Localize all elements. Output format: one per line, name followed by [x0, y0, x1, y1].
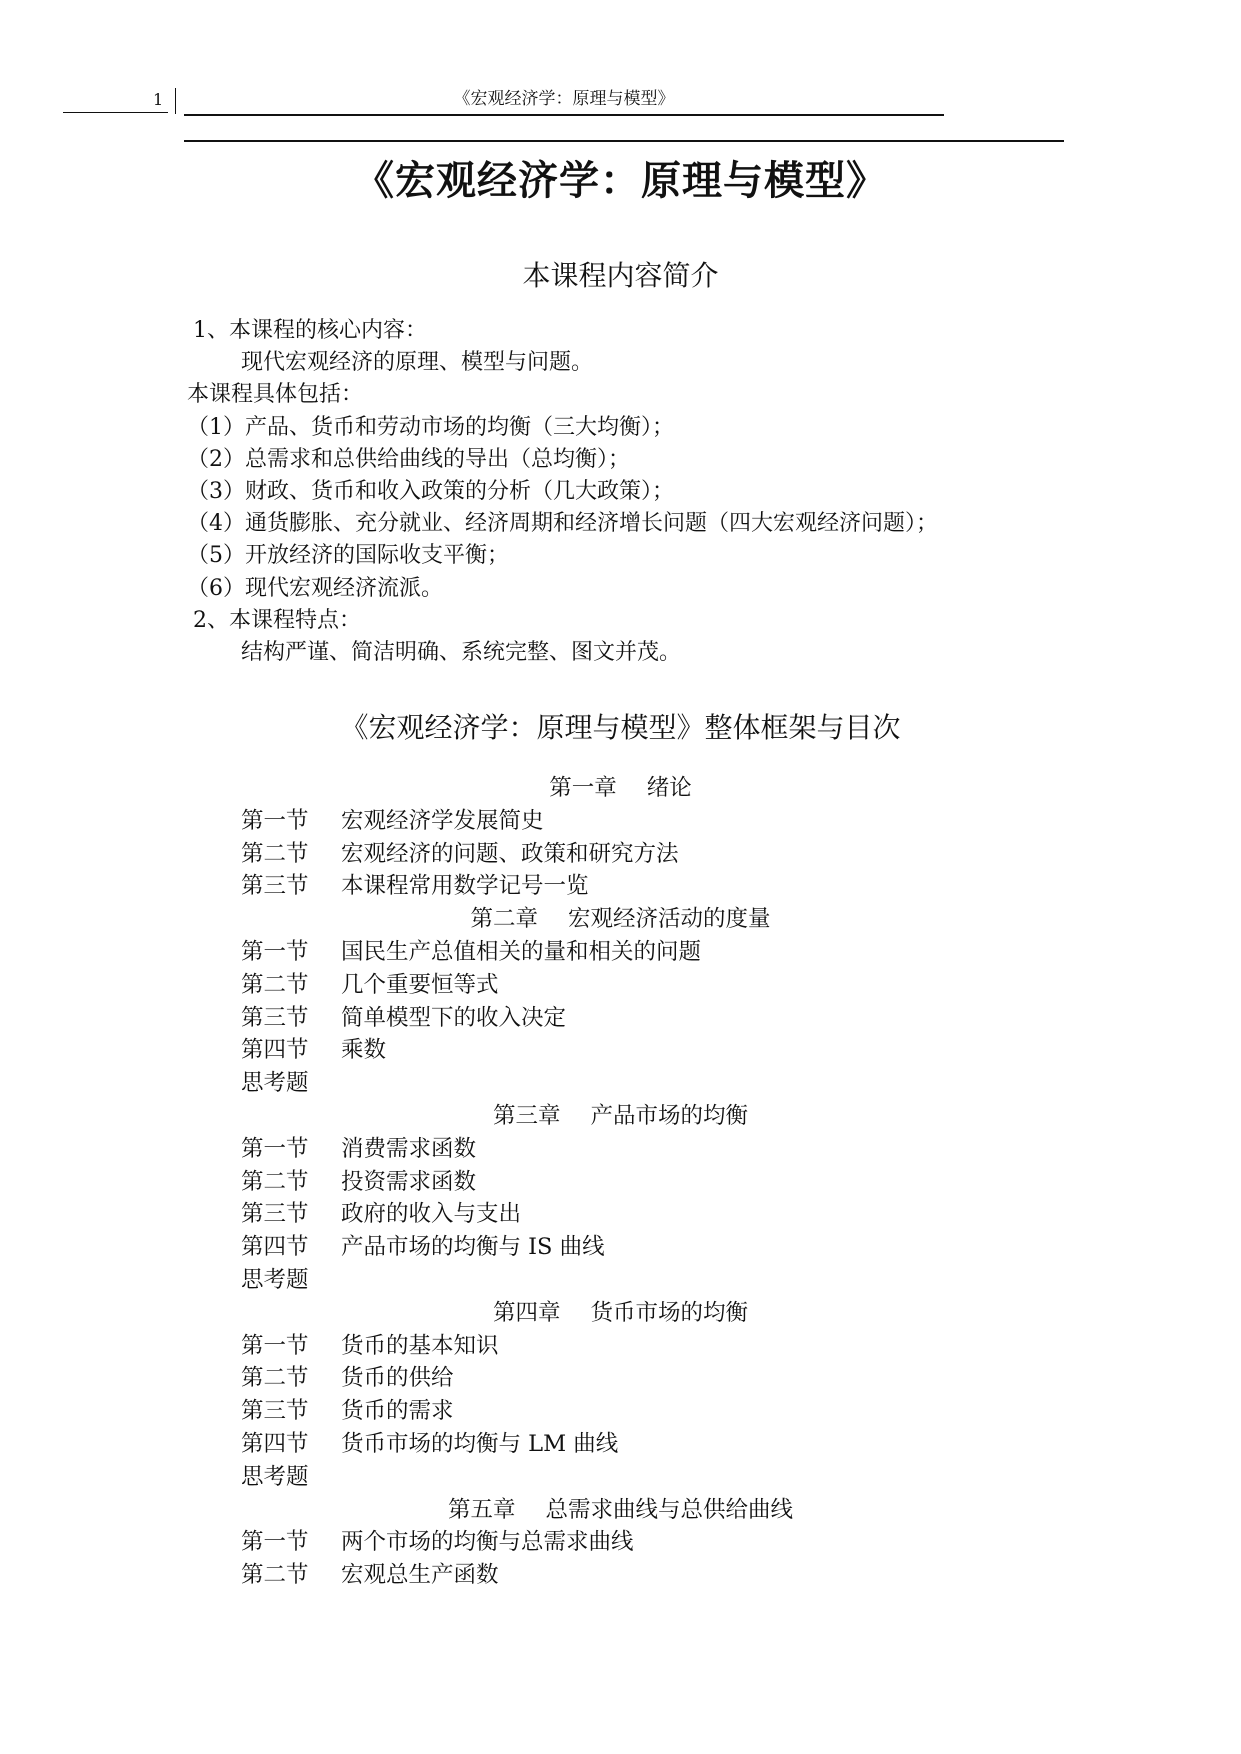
section-number: 第一节 [241, 938, 309, 965]
review-questions: 思考题 [241, 1070, 309, 1097]
header-rule-left [63, 112, 168, 113]
section-title: 宏观总生产函数 [341, 1562, 499, 1589]
toc-section-row [0, 1559, 1241, 1592]
toc-section-row [0, 1002, 1241, 1035]
toc-section-row [0, 1395, 1241, 1428]
document-title: 《宏观经济学：原理与模型》 [354, 158, 887, 204]
section-number: 第二节 [241, 1365, 309, 1392]
toc-review-row [0, 1461, 1241, 1494]
toc-heading: 《宏观经济学：原理与模型》整体框架与目次 [340, 711, 901, 744]
review-questions: 思考题 [241, 1266, 309, 1293]
chapter-number: 第五章 [447, 1496, 516, 1523]
toc-section-row [0, 1428, 1241, 1461]
section-number: 第二节 [241, 971, 309, 998]
section-number: 第二节 [241, 1168, 309, 1195]
toc-section-row [0, 1231, 1241, 1264]
toc-section-row [0, 870, 1241, 903]
intro-line: （5）开放经济的国际收支平衡； [187, 543, 509, 569]
section-title: 国民生产总值相关的量和相关的问题 [341, 938, 702, 965]
toc-section-row [0, 1034, 1241, 1067]
toc-section-row [0, 1133, 1241, 1166]
chapter-heading [0, 1100, 1241, 1133]
section-title: 本课程常用数学记号一览 [341, 873, 589, 900]
section-number: 第一节 [241, 1529, 309, 1556]
chapter-title: 总需求曲线与总供给曲线 [545, 1496, 794, 1523]
toc-section-row [0, 805, 1241, 838]
toc-section-row [0, 1526, 1241, 1559]
section-number: 第三节 [241, 1201, 309, 1228]
section-title: 政府的收入与支出 [341, 1201, 522, 1228]
section-number: 第二节 [241, 840, 309, 867]
section-number: 第四节 [241, 1037, 309, 1064]
chapter-title: 绪论 [646, 775, 692, 801]
section-number: 第四节 [241, 1430, 309, 1457]
intro-line: （2）总需求和总供给曲线的导出（总均衡）； [187, 446, 630, 472]
section-number: 第三节 [241, 1398, 309, 1425]
chapter-number: 第二章 [470, 906, 538, 933]
section-number: 第一节 [241, 1135, 309, 1162]
intro-line: 本课程具体包括： [187, 382, 364, 408]
section-title: 宏观经济学发展简史 [341, 807, 544, 834]
chapter-title: 货币市场的均衡 [590, 1299, 749, 1326]
chapter-heading-row [0, 1494, 1241, 1527]
intro-line: 结构严谨、简洁明确、系统完整、图文并茂。 [241, 640, 682, 665]
header-divider [175, 88, 176, 114]
intro-heading: 本课程内容简介 [522, 259, 719, 292]
chapter-title: 产品市场的均衡 [590, 1102, 749, 1129]
section-number: 第三节 [241, 1004, 309, 1031]
section-title: 货币的供给 [341, 1365, 454, 1392]
section-number: 第一节 [241, 807, 309, 834]
chapter-heading [0, 772, 1241, 805]
toc-review-row [0, 1067, 1241, 1100]
running-title: 《宏观经济学：原理与模型》 [453, 89, 675, 109]
chapter-title: 宏观经济活动的度量 [568, 906, 771, 933]
table-of-contents [0, 772, 1241, 1592]
header-rule [184, 114, 944, 116]
chapter-heading-row [0, 1100, 1241, 1133]
section-title: 投资需求函数 [341, 1168, 477, 1195]
section-title: 消费需求函数 [341, 1135, 477, 1162]
intro-line: 现代宏观经济的原理、模型与问题。 [241, 350, 594, 376]
title-rule [184, 140, 1064, 142]
intro-line: 2、本课程特点： [193, 607, 361, 633]
section-number: 第二节 [241, 1562, 309, 1589]
section-title: 简单模型下的收入决定 [341, 1004, 567, 1031]
chapter-heading-row [0, 1297, 1241, 1330]
section-title: 货币的基本知识 [341, 1332, 499, 1359]
chapter-number: 第三章 [492, 1102, 561, 1129]
chapter-number: 第一章 [549, 775, 617, 801]
chapter-heading [0, 1297, 1241, 1330]
chapter-heading [0, 1494, 1241, 1527]
chapter-number: 第四章 [492, 1299, 561, 1326]
section-title: 货币的需求 [341, 1398, 454, 1425]
toc-section-row [0, 1362, 1241, 1395]
intro-line: （1）产品、货币和劳动市场的均衡（三大均衡）； [187, 414, 674, 440]
toc-section-row [0, 1330, 1241, 1363]
toc-review-row [0, 1264, 1241, 1297]
intro-line: （3）财政、货币和收入政策的分析（几大政策）； [187, 479, 674, 504]
chapter-heading-row [0, 903, 1241, 936]
section-title: 产品市场的均衡与 IS 曲线 [341, 1234, 605, 1261]
toc-section-row [0, 969, 1241, 1002]
review-questions: 思考题 [241, 1463, 309, 1490]
section-title: 乘数 [341, 1037, 387, 1064]
toc-section-row [0, 1198, 1241, 1231]
chapter-heading [0, 903, 1241, 936]
intro-line: （6）现代宏观经济流派。 [187, 575, 443, 601]
section-number: 第四节 [241, 1234, 309, 1261]
toc-section-row [0, 1166, 1241, 1199]
chapter-heading-row [0, 772, 1241, 805]
intro-line: （4）通货膨胀、充分就业、经济周期和经济增长问题（四大宏观经济问题）； [187, 511, 938, 537]
section-title: 两个市场的均衡与总需求曲线 [341, 1529, 634, 1556]
section-number: 第一节 [241, 1332, 309, 1359]
page-number: 1 [153, 90, 164, 109]
section-number: 第三节 [241, 873, 309, 900]
toc-section-row [0, 936, 1241, 969]
section-title: 几个重要恒等式 [341, 971, 499, 998]
toc-section-row [0, 838, 1241, 871]
intro-line: 1、本课程的核心内容： [193, 318, 427, 343]
section-title: 货币市场的均衡与 LM 曲线 [341, 1430, 619, 1457]
section-title: 宏观经济的问题、政策和研究方法 [341, 840, 679, 867]
